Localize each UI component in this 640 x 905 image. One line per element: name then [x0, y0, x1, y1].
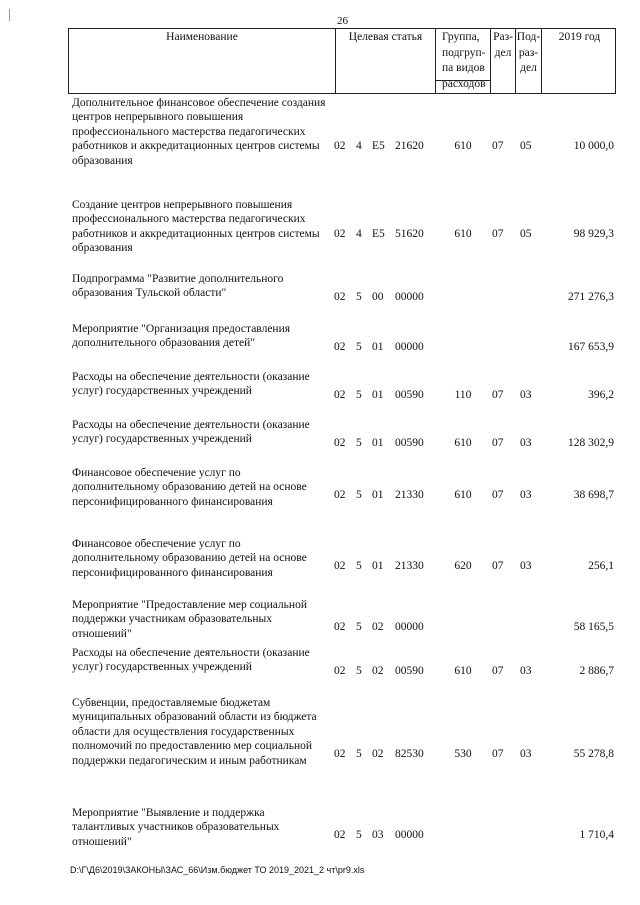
razdel: 07: [492, 228, 504, 240]
expense-group: 530: [454, 748, 472, 760]
target-code-1: 02: [334, 665, 346, 677]
razdel: 07: [492, 389, 504, 401]
file-path-footer: D:\Г\Д6\2019\ЗАКОНЫ\ЗАС_66\Изм.бюджет ТО 2019_2021_2 чт\pr9.xls: [70, 865, 365, 875]
razdel: 07: [492, 748, 504, 760]
target-code-2: 5: [356, 665, 362, 677]
amount-2019: 167 653,9: [568, 341, 614, 353]
expense-group: 110: [454, 389, 472, 401]
target-code-1: 02: [334, 829, 346, 841]
target-code-2: 5: [356, 341, 362, 353]
target-code-2: 5: [356, 560, 362, 572]
podrazdel: 03: [520, 665, 532, 677]
podrazdel: 05: [520, 140, 532, 152]
target-code-2: 5: [356, 748, 362, 760]
target-code-1: 02: [334, 748, 346, 760]
amount-2019: 10 000,0: [573, 140, 614, 152]
podrazdel: 03: [520, 748, 532, 760]
target-code-4: 00590: [395, 665, 424, 677]
razdel: 07: [492, 665, 504, 677]
target-code-2: 4: [356, 140, 362, 152]
target-code-1: 02: [334, 140, 346, 152]
target-code-1: 02: [334, 228, 346, 240]
amount-2019: 128 302,9: [568, 437, 614, 449]
target-code-3: 01: [372, 389, 384, 401]
target-code-4: 51620: [395, 228, 424, 240]
expense-group: 610: [454, 489, 472, 501]
target-code-4: 00000: [395, 621, 424, 633]
razdel: 07: [492, 560, 504, 572]
header-target: Целевая статья: [335, 29, 435, 93]
razdel: 07: [492, 437, 504, 449]
row-name: Расходы на обеспечение деятельности (оказание услуг) государственных учреждений: [72, 647, 310, 674]
row-name: Финансовое обеспечение услуг по дополнительному образованию детей на основе персонифицированного финансирования: [72, 538, 307, 579]
row-name: Мероприятие "Организация предоставления дополнительного образования детей": [72, 323, 291, 350]
row-name: Финансовое обеспечение услуг по дополнительному образованию детей на основе персонифицированного финансирования: [72, 467, 307, 508]
target-code-3: 00: [372, 291, 384, 303]
amount-2019: 58 165,5: [573, 621, 614, 633]
target-code-3: 01: [372, 560, 384, 572]
target-code-2: 5: [356, 437, 362, 449]
target-code-3: 02: [372, 621, 384, 633]
target-code-1: 02: [334, 621, 346, 633]
row-name: Расходы на обеспечение деятельности (оказание услуг) государственных учреждений: [72, 371, 310, 398]
target-code-3: 01: [372, 489, 384, 501]
amount-2019: 2 886,7: [579, 665, 614, 677]
row-name: Дополнительное финансовое обеспечение создания центров непрерывного повышения профессионального мастерства педагогических работников и аккредитационных центров системы образования: [72, 97, 326, 167]
amount-2019: 38 698,7: [573, 489, 614, 501]
target-code-4: 00000: [395, 291, 424, 303]
header-podrazdel: Под- раз- дел: [515, 29, 541, 93]
header-razdel: Раз- дел: [490, 29, 515, 93]
razdel: 07: [492, 140, 504, 152]
expense-group: 610: [454, 665, 472, 677]
target-code-2: 5: [356, 489, 362, 501]
target-code-3: 01: [372, 341, 384, 353]
page-number: 26: [337, 15, 348, 27]
amount-2019: 396,2: [588, 389, 614, 401]
target-code-3: 02: [372, 665, 384, 677]
row-name: Мероприятие "Предоставление мер социальной поддержки участникам образовательных отношений": [72, 599, 307, 640]
expense-group: 610: [454, 437, 472, 449]
amount-2019: 55 278,8: [573, 748, 614, 760]
target-code-2: 5: [356, 389, 362, 401]
podrazdel: 03: [520, 489, 532, 501]
amount-2019: 271 276,3: [568, 291, 614, 303]
target-code-4: 82530: [395, 748, 424, 760]
target-code-1: 02: [334, 437, 346, 449]
razdel: 07: [492, 489, 504, 501]
target-code-1: 02: [334, 389, 346, 401]
target-code-3: 02: [372, 748, 384, 760]
row-name: Субвенции, предоставляемые бюджетам муниципальных образований области из бюджета области для осуществления государственных полномочий по предоставлению мер социальной поддержки педагогическим и иным работникам: [72, 697, 317, 767]
amount-2019: 256,1: [588, 560, 614, 572]
target-code-1: 02: [334, 489, 346, 501]
target-code-3: E5: [372, 228, 385, 240]
header-group: Группа, подгруп- па видов расходов: [435, 29, 490, 93]
expense-group: 610: [454, 140, 472, 152]
expense-group: 620: [454, 560, 472, 572]
amount-2019: 98 929,3: [573, 228, 614, 240]
target-code-4: 21620: [395, 140, 424, 152]
target-code-4: 00590: [395, 389, 424, 401]
amount-2019: 1 710,4: [579, 829, 614, 841]
target-code-1: 02: [334, 291, 346, 303]
expense-group: 610: [454, 228, 472, 240]
target-code-2: 4: [356, 228, 362, 240]
header-year: 2019 год: [541, 29, 617, 93]
target-code-3: 03: [372, 829, 384, 841]
podrazdel: 03: [520, 389, 532, 401]
target-code-2: 5: [356, 291, 362, 303]
target-code-2: 5: [356, 829, 362, 841]
row-name: Расходы на обеспечение деятельности (оказание услуг) государственных учреждений: [72, 419, 310, 446]
row-name: Подпрограмма "Развитие дополнительного образования Тульской области": [72, 273, 284, 300]
podrazdel: 05: [520, 228, 532, 240]
target-code-4: 00590: [395, 437, 424, 449]
target-code-1: 02: [334, 560, 346, 572]
row-name: Создание центров непрерывного повышения профессионального мастерства педагогических работников и аккредитационных центров системы образования: [72, 199, 320, 255]
header-name: Наименование: [166, 31, 238, 43]
podrazdel: 03: [520, 437, 532, 449]
target-code-2: 5: [356, 621, 362, 633]
target-code-3: E5: [372, 140, 385, 152]
target-code-4: 00000: [395, 829, 424, 841]
target-code-1: 02: [334, 341, 346, 353]
target-code-4: 21330: [395, 560, 424, 572]
podrazdel: 03: [520, 560, 532, 572]
target-code-3: 01: [372, 437, 384, 449]
target-code-4: 21330: [395, 489, 424, 501]
target-code-4: 00000: [395, 341, 424, 353]
row-name: Мероприятие "Выявление и поддержка талантливых участников образовательных отношений": [72, 807, 280, 848]
